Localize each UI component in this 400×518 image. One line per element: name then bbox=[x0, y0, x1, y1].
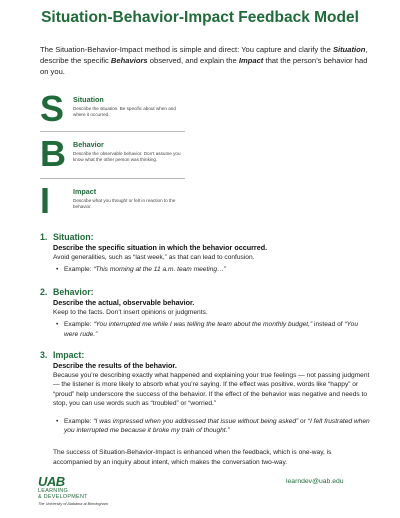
sbi-card-impact bbox=[40, 180, 185, 225]
sbi-heading-impact: Impact bbox=[73, 187, 97, 196]
contact-email-link[interactable]: learndev@uab.edu bbox=[286, 478, 344, 485]
sbi-letter-b: B bbox=[40, 133, 66, 174]
intro-term-situation: Situation bbox=[332, 45, 366, 54]
section-body-impact bbox=[53, 361, 371, 436]
section-heading-situation: 1. Situation: bbox=[40, 232, 94, 242]
section-lead: Describe the actual, observable behavior. bbox=[53, 298, 195, 307]
example-bullet: • Example: “This morning at the 11 a.m. team meeting…” bbox=[53, 265, 371, 275]
sbi-card-situation bbox=[40, 88, 185, 133]
sbi-desc-situation: Describe the situation. Be specific about when and where it occurred. bbox=[73, 106, 176, 117]
example-bullet: • Example: “You interrupted me while I was telling the team about the monthly budget,” instead of “You were rude.” bbox=[53, 320, 371, 339]
section-heading-impact: 3. Impact: bbox=[40, 350, 85, 360]
section-text: Because you’re describing exactly what happened and explaining your true feelings — not passing judgment — the listener is more likely to absorb what you’re saying. If the effect was positive, words like “happy” or “proud” help underscore the success of the behavior. If the effect of the behavior was negative and needs to stop, you can use words such as “troubled” or “worried.” bbox=[53, 371, 370, 407]
section-text: Avoid generalities, such as “last week,” as that can lead to confusion. bbox=[53, 253, 255, 261]
section-heading-behavior: 2. Behavior: bbox=[40, 287, 94, 297]
sbi-desc-impact: Describe what you thought or felt in reaction to the behavior. bbox=[73, 198, 176, 209]
intro-term-behaviors: Behaviors bbox=[110, 56, 148, 65]
section-text: Keep to the facts. Don’t insert opinions or judgments. bbox=[53, 308, 208, 316]
closing-paragraph: The success of Situation-Behavior-Impact is enhanced when the feedback, which is one-way, is accompanied by an inquiry about intent, which makes the conversation two-way. bbox=[53, 449, 332, 466]
section-body-situation bbox=[53, 243, 371, 275]
section-lead: Describe the specific situation in which the behavior occurred. bbox=[53, 243, 268, 252]
page-title: Situation-Behavior-Impact Feedback Model bbox=[41, 9, 359, 26]
sbi-heading-behavior: Behavior bbox=[73, 140, 104, 149]
sbi-letter-i: I bbox=[40, 180, 51, 221]
sbi-divider bbox=[40, 131, 185, 132]
example-bullet: • Example: “I was impressed when you addressed that issue without being asked” or “I felt frustrated when you interrupted me because it broke my train of thought.” bbox=[53, 417, 371, 436]
intro-term-impact: Impact bbox=[238, 56, 264, 65]
logo-mark: UAB bbox=[38, 474, 65, 489]
logo-line: LEARNING bbox=[38, 488, 68, 494]
sbi-card-behavior bbox=[40, 133, 185, 178]
section-body-behavior bbox=[53, 298, 371, 339]
logo-subline: The University of Alabama at Birmingham bbox=[38, 502, 108, 506]
intro-paragraph: The Situation-Behavior-Impact method is simple and direct: You capture and clarify the Situation, describe the specific Behaviors observed, and explain the Impact that the person’s behavior had on you. bbox=[40, 45, 368, 76]
sbi-divider bbox=[40, 178, 185, 179]
uab-logo bbox=[38, 474, 128, 514]
logo-line: & DEVELOPMENT bbox=[38, 494, 88, 500]
section-lead: Describe the results of the behavior. bbox=[53, 361, 177, 370]
sbi-heading-situation: Situation bbox=[73, 95, 104, 104]
sbi-desc-behavior: Describe the observable behavior. Don’t assume you know what the other person was thinking. bbox=[73, 151, 181, 162]
sbi-letter-s: S bbox=[40, 88, 65, 129]
